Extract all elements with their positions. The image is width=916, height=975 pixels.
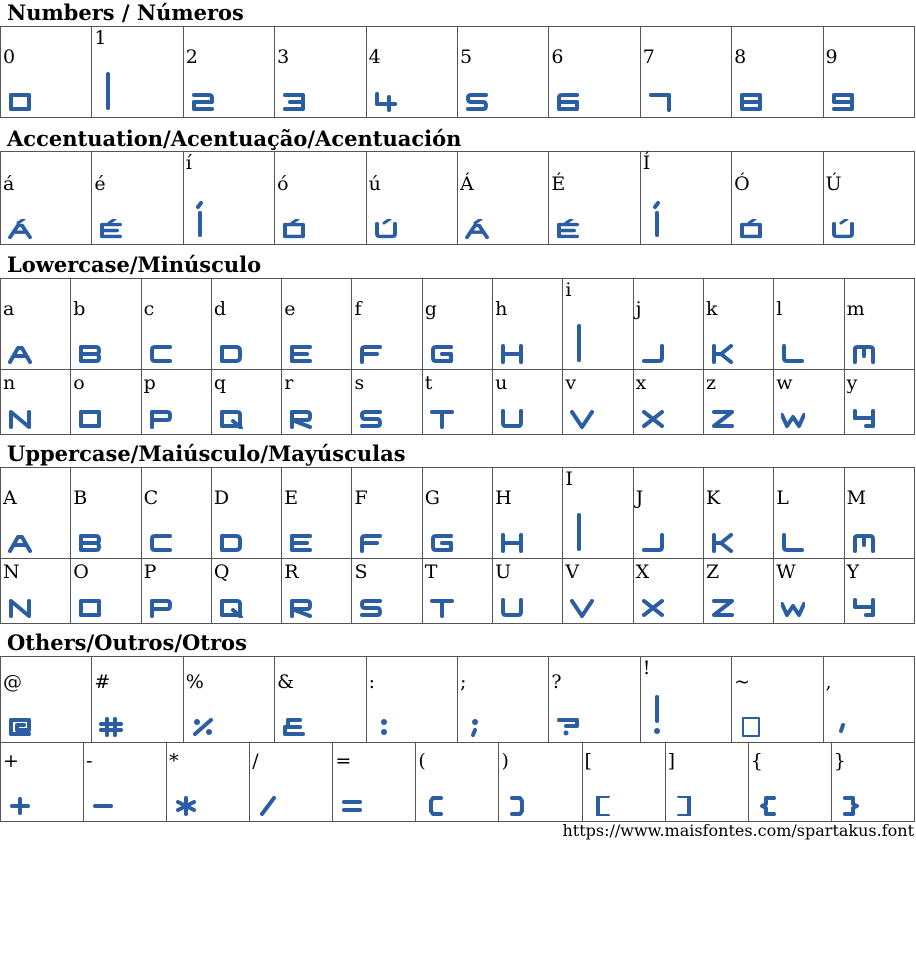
others-section-title: Others/Outros/Otros xyxy=(7,630,247,655)
glyph-cell xyxy=(640,27,731,118)
char-d3-glyph-icon xyxy=(739,219,763,239)
char-2f-glyph-icon xyxy=(257,796,281,816)
glyph-cell xyxy=(457,152,548,245)
char-55-glyph-icon xyxy=(500,598,524,618)
glyph-label: Í xyxy=(642,152,651,174)
glyph-label: é xyxy=(94,173,106,195)
char-36-glyph-icon xyxy=(556,92,580,112)
char-4f-glyph-icon xyxy=(78,598,102,618)
numbers-row xyxy=(1,27,915,118)
glyph-cell xyxy=(457,27,548,118)
char-56-glyph-icon xyxy=(570,598,594,618)
glyph-cell xyxy=(633,370,703,435)
glyph-label: X xyxy=(635,561,650,583)
glyph-label: % xyxy=(185,671,204,693)
glyph-label: } xyxy=(833,750,846,772)
char-5b-glyph-icon xyxy=(590,796,614,816)
glyph-cell xyxy=(499,743,582,822)
char-4b-glyph-icon xyxy=(711,533,735,553)
char-2a-glyph-icon xyxy=(174,796,198,816)
char-45-glyph-icon xyxy=(289,533,313,553)
footer-url: https://www.maisfontes.com/spartakus.font xyxy=(562,821,914,840)
glyph-cell xyxy=(422,370,492,435)
glyph-label: & xyxy=(277,671,295,693)
char-cd-glyph-icon xyxy=(651,197,675,239)
glyph-cell xyxy=(71,468,141,559)
glyph-cell xyxy=(71,370,141,435)
glyph-label: q xyxy=(213,372,227,394)
char-e1-glyph-icon xyxy=(8,219,32,239)
glyph-label: R xyxy=(284,561,299,583)
glyph-cell xyxy=(1,152,92,245)
glyph-cell xyxy=(549,657,640,743)
glyph-cell xyxy=(774,370,844,435)
char-41-glyph-icon xyxy=(8,533,32,553)
glyph-label: 9 xyxy=(825,46,838,68)
glyph-cell xyxy=(71,559,141,624)
glyph-cell xyxy=(92,152,183,245)
glyph-label: ú xyxy=(368,173,381,195)
glyph-label: z xyxy=(705,372,716,394)
glyph-cell xyxy=(633,279,703,370)
uppercase-grid xyxy=(0,467,915,624)
char-49-glyph-icon xyxy=(573,511,597,553)
glyph-cell xyxy=(563,559,633,624)
char-29-glyph-icon xyxy=(506,796,530,816)
glyph-cell xyxy=(422,279,492,370)
char-39-glyph-icon xyxy=(831,92,855,112)
glyph-cell xyxy=(416,743,499,822)
glyph-label: Y xyxy=(846,561,860,583)
glyph-cell xyxy=(211,370,281,435)
char-3d-glyph-icon xyxy=(340,796,364,816)
glyph-cell xyxy=(84,743,167,822)
char-73-glyph-icon xyxy=(359,409,383,429)
others-row-1 xyxy=(1,657,915,743)
glyph-label: d xyxy=(213,298,227,320)
char-7e-glyph-icon xyxy=(739,717,763,737)
glyph-cell xyxy=(640,152,731,245)
glyph-label: = xyxy=(335,750,352,772)
glyph-cell xyxy=(1,743,84,822)
char-68-glyph-icon xyxy=(500,344,524,364)
char-4a-glyph-icon xyxy=(641,533,665,553)
glyph-label: s xyxy=(354,372,365,394)
others-grid-2 xyxy=(0,742,915,822)
char-4c-glyph-icon xyxy=(781,533,805,553)
glyph-label: Z xyxy=(705,561,720,583)
glyph-label: k xyxy=(705,298,718,320)
char-42-glyph-icon xyxy=(78,533,102,553)
glyph-cell xyxy=(1,559,71,624)
char-2c-glyph-icon xyxy=(831,717,855,737)
glyph-cell xyxy=(333,743,416,822)
char-28-glyph-icon xyxy=(423,796,447,816)
char-6a-glyph-icon xyxy=(641,344,665,364)
glyph-label: 5 xyxy=(459,46,473,68)
char-53-glyph-icon xyxy=(359,598,383,618)
glyph-cell xyxy=(665,743,748,822)
char-30-glyph-icon xyxy=(8,92,32,112)
glyph-label: V xyxy=(565,561,580,583)
accents-section-title: Accentuation/Acentuação/Acentuación xyxy=(7,126,462,151)
char-51-glyph-icon xyxy=(219,598,243,618)
glyph-label: A xyxy=(3,487,17,509)
glyph-label: M xyxy=(846,487,867,509)
glyph-cell xyxy=(167,743,250,822)
glyph-cell xyxy=(250,743,333,822)
char-50-glyph-icon xyxy=(149,598,173,618)
glyph-label: P xyxy=(143,561,157,583)
char-43-glyph-icon xyxy=(149,533,173,553)
glyph-cell xyxy=(703,559,773,624)
char-71-glyph-icon xyxy=(219,409,243,429)
glyph-label: I xyxy=(565,468,573,490)
char-61-glyph-icon xyxy=(8,344,32,364)
char-40-glyph-icon xyxy=(8,717,32,737)
char-23-glyph-icon xyxy=(99,717,123,737)
glyph-cell xyxy=(582,743,665,822)
glyph-label: ] xyxy=(667,750,676,772)
char-35-glyph-icon xyxy=(465,92,489,112)
glyph-cell xyxy=(633,468,703,559)
char-62-glyph-icon xyxy=(78,344,102,364)
char-59-glyph-icon xyxy=(852,598,876,618)
glyph-cell xyxy=(282,370,352,435)
glyph-cell xyxy=(703,370,773,435)
glyph-cell xyxy=(703,468,773,559)
glyph-label: W xyxy=(776,561,796,583)
glyph-label: Ó xyxy=(734,173,750,195)
glyph-label: h xyxy=(495,298,508,320)
glyph-label: - xyxy=(86,750,93,772)
glyph-label: ó xyxy=(277,173,289,195)
char-da-glyph-icon xyxy=(831,219,855,239)
char-26-glyph-icon xyxy=(282,717,306,737)
glyph-cell xyxy=(732,27,823,118)
glyph-cell xyxy=(92,27,183,118)
glyph-label: o xyxy=(73,372,85,394)
glyph-cell xyxy=(282,559,352,624)
glyph-label: * xyxy=(169,750,179,772)
glyph-label: ? xyxy=(551,671,562,693)
glyph-cell xyxy=(493,468,563,559)
others-grid-1 xyxy=(0,656,915,743)
glyph-label: i xyxy=(565,279,572,301)
char-66-glyph-icon xyxy=(359,344,383,364)
glyph-label: 3 xyxy=(277,46,290,68)
char-54-glyph-icon xyxy=(430,598,454,618)
glyph-label: , xyxy=(825,671,832,693)
glyph-cell xyxy=(563,370,633,435)
glyph-cell xyxy=(844,468,914,559)
glyph-cell xyxy=(493,370,563,435)
glyph-cell xyxy=(831,743,914,822)
glyph-label: B xyxy=(73,487,88,509)
glyph-cell xyxy=(275,27,366,118)
char-34-glyph-icon xyxy=(374,92,398,112)
glyph-cell xyxy=(141,559,211,624)
glyph-label: Q xyxy=(213,561,230,583)
glyph-label: O xyxy=(73,561,89,583)
glyph-label: 2 xyxy=(185,46,198,68)
glyph-label: # xyxy=(94,671,111,693)
char-69-glyph-icon xyxy=(573,322,597,364)
glyph-label: [ xyxy=(584,750,592,772)
char-38-glyph-icon xyxy=(739,92,763,112)
glyph-cell xyxy=(366,657,457,743)
numbers-section-title: Numbers / Números xyxy=(7,0,244,25)
char-7d-glyph-icon xyxy=(839,796,863,816)
glyph-cell xyxy=(183,152,274,245)
char-37-glyph-icon xyxy=(648,92,672,112)
glyph-label: 7 xyxy=(642,46,655,68)
glyph-cell xyxy=(633,559,703,624)
char-67-glyph-icon xyxy=(430,344,454,364)
glyph-label: Ú xyxy=(825,173,842,195)
glyph-cell xyxy=(823,152,914,245)
glyph-label: : xyxy=(368,671,375,693)
char-79-glyph-icon xyxy=(852,409,876,429)
glyph-label: G xyxy=(424,487,440,509)
glyph-cell xyxy=(457,657,548,743)
glyph-label: E xyxy=(284,487,299,509)
glyph-label: r xyxy=(284,372,294,394)
char-33-glyph-icon xyxy=(282,92,306,112)
glyph-label: m xyxy=(846,298,865,320)
char-75-glyph-icon xyxy=(500,409,524,429)
char-2d-glyph-icon xyxy=(91,796,115,816)
glyph-label: H xyxy=(495,487,512,509)
char-6b-glyph-icon xyxy=(711,344,735,364)
char-32-glyph-icon xyxy=(191,92,215,112)
glyph-cell xyxy=(748,743,831,822)
char-25-glyph-icon xyxy=(191,717,215,737)
uppercase-row-1 xyxy=(1,468,915,559)
lowercase-section-title: Lowercase/Minúsculo xyxy=(7,252,262,277)
glyph-cell xyxy=(493,559,563,624)
char-fa-glyph-icon xyxy=(374,219,398,239)
glyph-cell xyxy=(1,27,92,118)
glyph-label: 4 xyxy=(368,46,381,68)
char-5d-glyph-icon xyxy=(673,796,697,816)
glyph-label: á xyxy=(3,173,15,195)
glyph-label: 0 xyxy=(3,46,16,68)
char-3b-glyph-icon xyxy=(465,717,489,737)
glyph-cell xyxy=(211,468,281,559)
glyph-cell xyxy=(1,657,92,743)
glyph-cell xyxy=(774,559,844,624)
lowercase-row-1 xyxy=(1,279,915,370)
glyph-cell xyxy=(211,559,281,624)
glyph-cell xyxy=(211,279,281,370)
char-3f-glyph-icon xyxy=(556,717,580,737)
char-52-glyph-icon xyxy=(289,598,313,618)
glyph-label: ~ xyxy=(734,671,751,693)
char-31-glyph-icon xyxy=(102,70,126,112)
glyph-cell xyxy=(275,657,366,743)
glyph-label: w xyxy=(776,372,793,394)
glyph-cell xyxy=(275,152,366,245)
char-46-glyph-icon xyxy=(359,533,383,553)
glyph-cell xyxy=(71,279,141,370)
glyph-label: Á xyxy=(459,173,474,195)
glyph-cell xyxy=(422,468,492,559)
glyph-cell xyxy=(183,27,274,118)
glyph-cell xyxy=(703,279,773,370)
glyph-label: 1 xyxy=(94,27,107,49)
glyph-label: a xyxy=(3,298,15,320)
glyph-label: t xyxy=(424,372,433,394)
glyph-cell xyxy=(640,657,731,743)
glyph-label: { xyxy=(750,750,763,772)
glyph-label: K xyxy=(705,487,721,509)
uppercase-row-2 xyxy=(1,559,915,624)
glyph-label: T xyxy=(424,561,438,583)
glyph-cell xyxy=(732,657,823,743)
char-ed-glyph-icon xyxy=(194,197,218,239)
char-65-glyph-icon xyxy=(289,344,313,364)
char-48-glyph-icon xyxy=(500,533,524,553)
glyph-cell xyxy=(844,370,914,435)
glyph-cell xyxy=(549,27,640,118)
glyph-cell xyxy=(844,279,914,370)
char-2b-glyph-icon xyxy=(8,796,32,816)
glyph-cell xyxy=(493,279,563,370)
glyph-label: e xyxy=(284,298,296,320)
glyph-cell xyxy=(844,559,914,624)
char-70-glyph-icon xyxy=(149,409,173,429)
glyph-label: b xyxy=(73,298,86,320)
glyph-cell xyxy=(563,279,633,370)
char-57-glyph-icon xyxy=(781,598,805,618)
glyph-label: l xyxy=(776,298,783,320)
char-4e-glyph-icon xyxy=(8,598,32,618)
glyph-cell xyxy=(282,468,352,559)
glyph-label: L xyxy=(776,487,789,509)
char-7b-glyph-icon xyxy=(756,796,780,816)
glyph-label: @ xyxy=(3,671,22,693)
glyph-label: f xyxy=(354,298,362,320)
char-44-glyph-icon xyxy=(219,533,243,553)
char-47-glyph-icon xyxy=(430,533,454,553)
glyph-cell xyxy=(366,152,457,245)
char-c9-glyph-icon xyxy=(556,219,580,239)
char-6c-glyph-icon xyxy=(781,344,805,364)
others-row-2 xyxy=(1,743,915,822)
char-c1-glyph-icon xyxy=(465,219,489,239)
accents-row xyxy=(1,152,915,245)
char-72-glyph-icon xyxy=(289,409,313,429)
glyph-cell xyxy=(92,657,183,743)
glyph-cell xyxy=(1,370,71,435)
glyph-label: ! xyxy=(642,657,651,679)
char-63-glyph-icon xyxy=(149,344,173,364)
glyph-label: y xyxy=(846,372,858,394)
glyph-label: S xyxy=(354,561,368,583)
char-64-glyph-icon xyxy=(219,344,243,364)
char-3a-glyph-icon xyxy=(374,717,398,737)
glyph-label: c xyxy=(143,298,155,320)
accents-grid xyxy=(0,151,915,245)
glyph-label: v xyxy=(565,372,577,394)
glyph-label: ) xyxy=(501,750,509,772)
char-74-glyph-icon xyxy=(430,409,454,429)
glyph-label: C xyxy=(143,487,159,509)
glyph-cell xyxy=(774,468,844,559)
char-76-glyph-icon xyxy=(570,409,594,429)
glyph-label: 6 xyxy=(551,46,564,68)
glyph-label: U xyxy=(495,561,512,583)
glyph-cell xyxy=(352,559,422,624)
glyph-label: ; xyxy=(459,671,467,693)
glyph-cell xyxy=(1,279,71,370)
glyph-label: F xyxy=(354,487,368,509)
glyph-label: É xyxy=(551,173,566,195)
glyph-label: j xyxy=(635,298,642,320)
glyph-cell xyxy=(732,152,823,245)
glyph-cell xyxy=(366,27,457,118)
char-77-glyph-icon xyxy=(781,409,805,429)
glyph-cell xyxy=(141,468,211,559)
glyph-label: D xyxy=(213,487,230,509)
glyph-label: g xyxy=(424,298,437,320)
glyph-cell xyxy=(183,657,274,743)
glyph-label: + xyxy=(3,750,19,772)
glyph-cell xyxy=(352,468,422,559)
char-6e-glyph-icon xyxy=(8,409,32,429)
glyph-cell xyxy=(563,468,633,559)
glyph-label: x xyxy=(635,372,647,394)
glyph-cell xyxy=(352,279,422,370)
char-21-glyph-icon xyxy=(651,695,675,737)
uppercase-section-title: Uppercase/Maiúsculo/Mayúsculas xyxy=(7,441,406,466)
glyph-label: n xyxy=(3,372,16,394)
glyph-label: J xyxy=(635,487,644,509)
lowercase-row-2 xyxy=(1,370,915,435)
glyph-cell xyxy=(549,152,640,245)
glyph-cell xyxy=(1,468,71,559)
glyph-cell xyxy=(422,559,492,624)
char-5a-glyph-icon xyxy=(711,598,735,618)
glyph-cell xyxy=(823,27,914,118)
glyph-label: í xyxy=(185,152,192,174)
glyph-label: 8 xyxy=(734,46,747,68)
glyph-label: u xyxy=(495,372,508,394)
char-e9-glyph-icon xyxy=(99,219,123,239)
char-4d-glyph-icon xyxy=(852,533,876,553)
numbers-grid xyxy=(0,26,915,118)
glyph-cell xyxy=(282,279,352,370)
glyph-cell xyxy=(352,370,422,435)
lowercase-grid xyxy=(0,278,915,435)
char-78-glyph-icon xyxy=(641,409,665,429)
char-58-glyph-icon xyxy=(641,598,665,618)
glyph-label: N xyxy=(3,561,20,583)
glyph-cell xyxy=(774,279,844,370)
char-6d-glyph-icon xyxy=(852,344,876,364)
char-f3-glyph-icon xyxy=(282,219,306,239)
glyph-label: ( xyxy=(418,750,426,772)
glyph-cell xyxy=(141,279,211,370)
char-7a-glyph-icon xyxy=(711,409,735,429)
glyph-cell xyxy=(823,657,914,743)
glyph-label: p xyxy=(143,372,156,394)
glyph-cell xyxy=(141,370,211,435)
glyph-label: / xyxy=(252,750,259,772)
char-6f-glyph-icon xyxy=(78,409,102,429)
